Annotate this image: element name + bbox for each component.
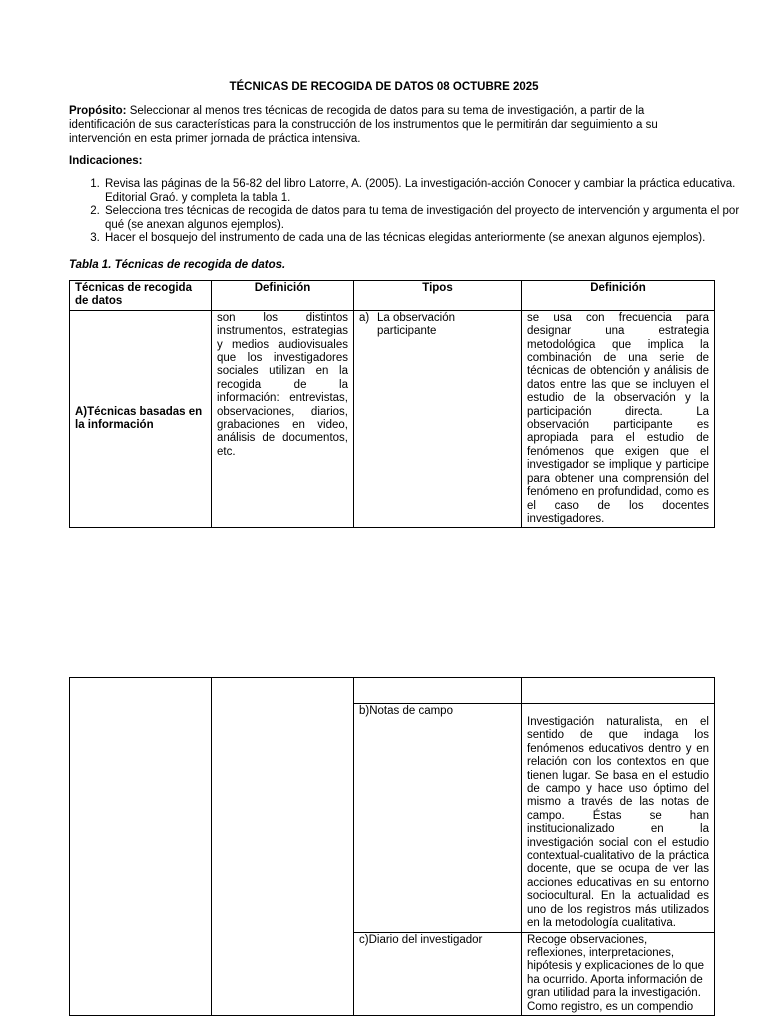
list-item: 1. Revisa las páginas de la 56-82 del libro Latorre, A. (2005). La investigación-acción Conocer y cambiar la práctica educativa. Editorial Graó. y completa la tabla 1. xyxy=(103,178,743,205)
purpose-paragraph xyxy=(69,104,709,146)
type-definition-cell: Recoge observaciones, reflexiones, interpretaciones, hipótesis y explicaciones de lo que ha ocurrido. Aporta información de gran utilidad para la investigación. Como registro, es un compendio xyxy=(522,932,715,1015)
indications-list xyxy=(69,178,743,246)
list-item: 2. Selecciona tres técnicas de recogida de datos para tu tema de investigación del proyecto de intervención y argumenta el por qué (se anexan algunos ejemplos). xyxy=(103,205,743,232)
type-definition-text: Investigación naturalista, en el sentido de que indaga los fenómenos educativos dentro y en relación con los contextos en que tienen lugar. Se basa en el estudio de campo y hace uso óptimo del mismo a través de las notas de campo. Éstas se han institucionalizado en la investigación social con el estudio contextual-cualitativo de la práctica docente, que se ocupa de ver las acciones educativas en su entorno sociocultural. En la actualidad es uno de los registros más utilizados en la metodología cualitativa. xyxy=(527,716,709,930)
type-cell: c)Diario del investigador xyxy=(354,932,522,1015)
type-label: La observación participante xyxy=(377,311,455,338)
table-row xyxy=(70,310,715,528)
technique-cell: A)Técnicas basadas en la información xyxy=(70,310,212,528)
technique-cell xyxy=(70,678,212,1016)
document-title: TÉCNICAS DE RECOGIDA DE DATOS 08 OCTUBRE 2025 xyxy=(229,81,539,93)
type-definition-cell xyxy=(522,678,715,704)
type-marker: a) xyxy=(359,311,370,324)
purpose-text: Seleccionar al menos tres técnicas de recogida de datos para su tema de investigación, a partir de la identificación de sus características para la construcción de los instrumentos que le permitirán dar seguimiento a su intervención en esta primer jornada de práctica intensiva. xyxy=(69,105,658,145)
type-cell: b)Notas de campo xyxy=(354,704,522,933)
type-definition-cell: se usa con frecuencia para designar una estrategia metodológica que implica la combinación de una serie de técnicas de obtención y análisis de datos entre las que se incluyen el estudio de la observación y la participación directa. La observación participante es apropiada para el estudio de fenómenos que exigen que el investigador se implique y participe para obtener una comprensión del fenómeno en profundidad, como es el caso de los docentes investigadores. xyxy=(522,310,715,528)
techniques-table-continued xyxy=(69,677,715,1016)
definition-cell xyxy=(212,678,354,1016)
header-definition: Definición xyxy=(212,281,354,311)
header-types: Tipos xyxy=(354,281,522,311)
type-cell xyxy=(354,310,522,528)
header-techniques: Técnicas de recogida de datos xyxy=(70,281,212,311)
table-caption: Tabla 1. Técnicas de recogida de datos. xyxy=(69,259,286,271)
header-type-definition: Definición xyxy=(522,281,715,311)
table-row xyxy=(70,678,715,704)
definition-cell: son los distintos instrumentos, estrategias y medios audiovisuales que los investigadores sociales utilizan en la recogida de la información: entrevistas, observaciones, diarios, grabaciones en video, análisis de documentos, etc. xyxy=(212,310,354,528)
techniques-table xyxy=(69,280,715,528)
table-header-row xyxy=(70,281,715,311)
indications-heading: Indicaciones: xyxy=(69,155,143,167)
type-definition-cell xyxy=(522,704,715,933)
list-item: 3. Hacer el bosquejo del instrumento de cada una de las técnicas elegidas anteriormente (se anexan algunos ejemplos). xyxy=(103,232,743,246)
purpose-label: Propósito: xyxy=(69,105,127,117)
type-cell xyxy=(354,678,522,704)
